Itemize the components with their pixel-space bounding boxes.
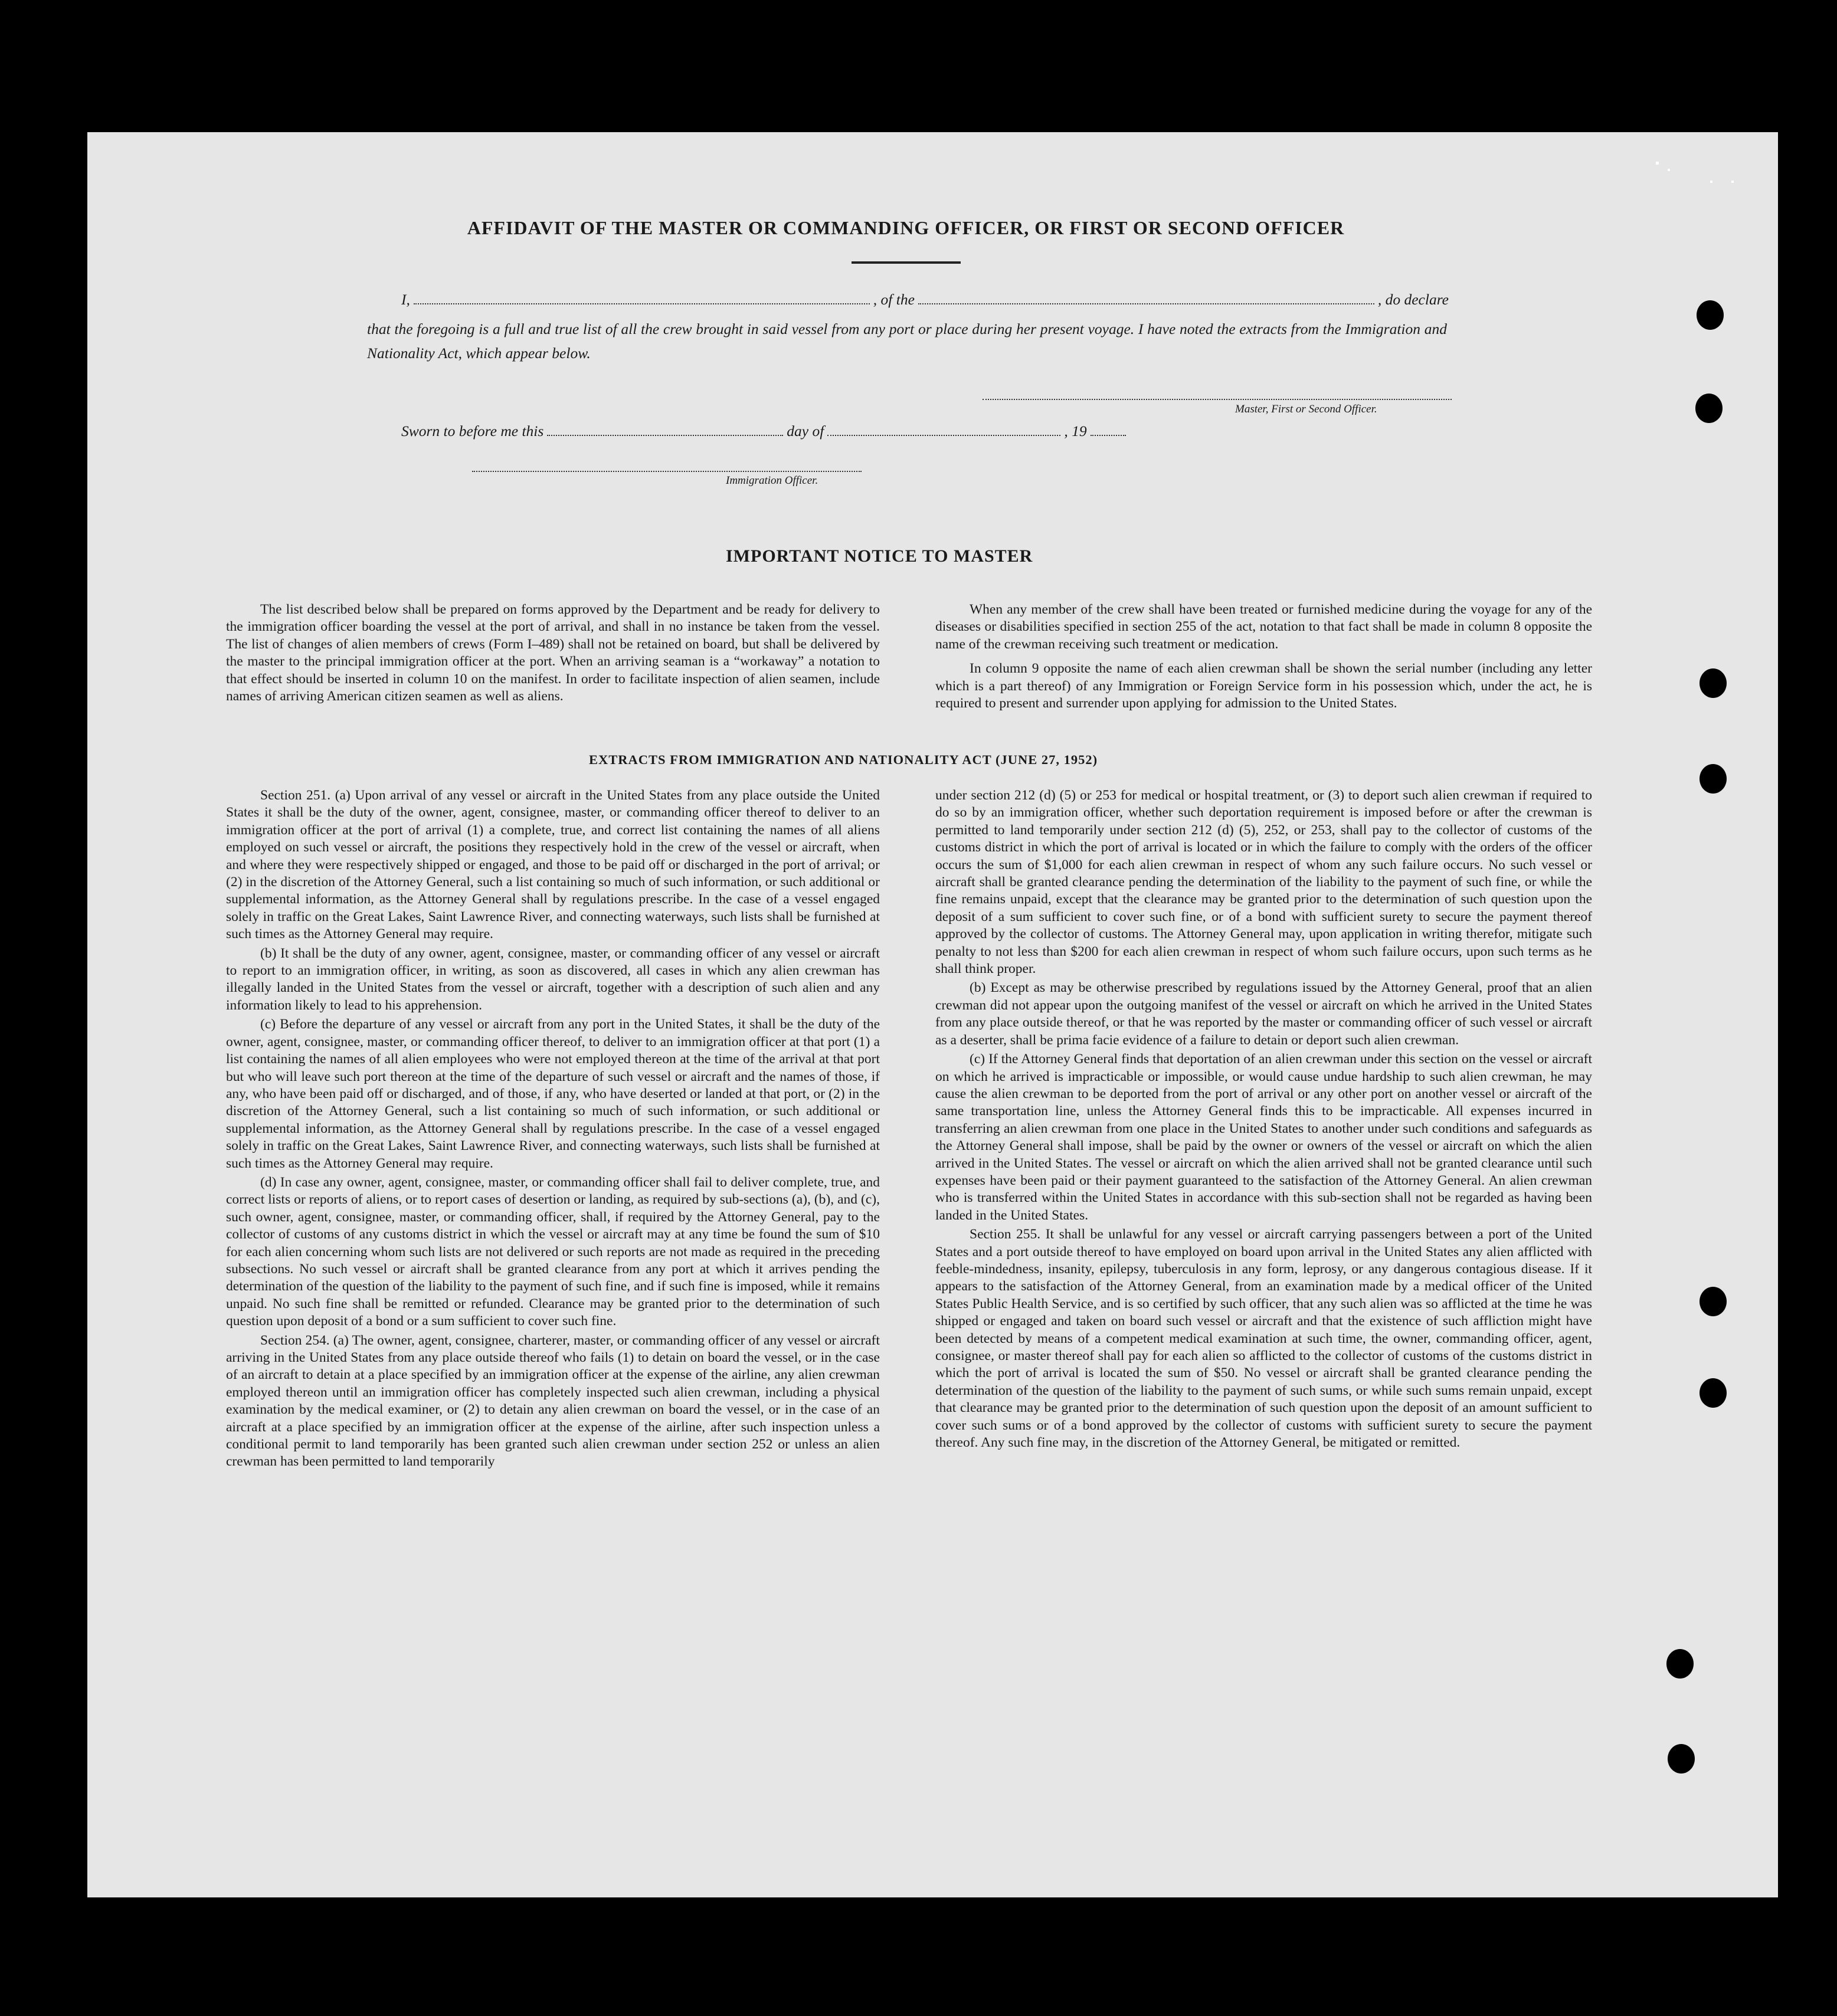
decl-i-label: I, [401,291,410,308]
notice-right-column [935,601,1592,714]
affidavit-title: AFFIDAVIT OF THE MASTER OR COMMANDING OFFICER, OR FIRST OR SECOND OFFICER [467,217,1345,238]
punch-hole [1697,300,1724,330]
sworn-label: Sworn to before me this [401,422,544,440]
notice-left-column [226,601,880,707]
notice-title: IMPORTANT NOTICE TO MASTER [726,546,1033,566]
officer-signature-caption: Immigration Officer. [726,474,818,487]
notice-right-paragraph-1: When any member of the crew shall have been treated or furnished medicine during the voyage for any of the diseases or disabilities specified in section 255 of the act, notation to that fact shall be made in column 8 opposite the name of the crewman receiving such treatment or medication. [935,602,1592,652]
scan-speck [1656,162,1659,165]
name-blank-field[interactable] [414,293,870,304]
section-254-c: (c) If the Attorney General finds that deportation of an alien crewman under this section on the vessel or aircraft on which he arrived is impracticable or impossible, or would cause undue hardship to such alien crewman, he may cause the alien crewman to be deported from the port of arrival or any other port on another vessel or aircraft of the same transportation line, unless the Attorney General finds this to be impracticable. All expenses incurred in transferring an alien crewman from one place in the United States to another under such conditions and safeguards as the Attorney General shall impose, shall be paid by the owner or owners of the vessel or aircraft on which the alien arrived in the United States. The vessel or aircraft on which the alien arrived shall not be granted clearance until such expenses have been paid or their payment guaranteed to the satisfaction of the Attorney General. An alien crewman who is transferred within the United States in accordance with this sub-section shall not be regarded as having been landed in the United States. [935,1051,1592,1223]
section-251-c: (c) Before the departure of any vessel or aircraft from any port in the United States, it shall be the duty of the owner, agent, consignee, master, or commanding officer thereof, to deliver to an immigration officer at that port (1) a list containing the names of all alien employees who were not employed thereon at the time of the arrival at that port but who will leave such port thereon at the time of the departure of such vessel or aircraft and the names of those, if any, who have been paid off or discharged, and of those, if any, who have deserted or landed at that port, or (2) in the discretion of the Attorney General, such a list containing so much of such information, or such additional or supplemental information, as the Attorney General shall by regulations prescribe. In the case of a vessel engaged solely in traffic on the Great Lakes, Saint Lawrence River, and connecting waterways, such lists shall be furnished at such times as the Attorney General may require. [226,1017,880,1171]
notice-left-paragraph: The list described below shall be prepared on forms approved by the Department and be ready for delivery to the immigration officer boarding the vessel at the port of arrival, and shall in no instance be taken from the vessel. The list of changes of alien members of crews (Form I–489) shall not be retained on board, but shall be delivered by the master to the principal immigration officer at the port. When an arriving seaman is a “workaway” a notation to that effect should be inserted in column 10 on the manifest. In order to facilitate inspection of alien seamen, include names of arriving American citizen seamen as well as aliens. [226,602,880,704]
sworn-year-field[interactable] [1091,424,1126,436]
declaration-line [401,291,1449,309]
extracts-right-column [935,787,1592,1453]
decl-of-the-label: , of the [873,291,915,308]
section-254-b: (b) Except as may be otherwise prescribed by regulations issued by the Attorney General, proof that an alien crewman did not appear upon the outgoing manifest of the vessel or aircraft on which he arrived in the United States from any place outside thereof, or that he was reported by the master or commanding officer of such vessel or aircraft as a deserter, shall be prima facie evidence of a failure to detain or deport such alien crewman. [935,980,1592,1048]
notice-right-paragraph-2: In column 9 opposite the name of each alien crewman shall be shown the serial number (including any letter which is a part thereof) of any Immigration or Foreign Service form in his possession which, under the act, he is required to present and surrender upon applying for admission to the United States. [935,661,1592,712]
section-255: Section 255. It shall be unlawful for any vessel or aircraft carrying passengers between a port of the United States and a port outside thereof to have employed on board upon arrival in the United States any alien afflicted with feeble-mindedness, insanity, epilepsy, tuberculosis in any form, leprosy, or any dangerous contagious disease. If it appears to the satisfaction of the Attorney General, from an examination made by a medical officer of the United States Public Health Service, and is so certified by such officer, that any such alien was so afflicted at the time he was shipped or engaged and taken on board such vessel or aircraft and that the existence of such affliction might have been detected by means of a competent medical examination at such time, the owner, commanding officer, agent, consignee, or master thereof shall pay for each alien so afflicted to the collector of customs of the customs district in which the port of arrival is located the sum of $50. No vessel or aircraft shall be granted clearance pending the determination of the question of the liability to the payment of such sums, or while such sums remain unpaid, except that clearance may be granted prior to the determination of such question upon the deposit of an amount sufficient to cover such sums or of a bond approved by the collector of customs with sufficient surety to secure the payment thereof. Any such fine may, in the discretion of the Attorney General, be mitigated or remitted. [935,1227,1592,1451]
title-underline [852,261,961,264]
sworn-line [401,422,1186,440]
section-251-b: (b) It shall be the duty of any owner, agent, consignee, master, or commanding officer of any vessel or aircraft to report to an immigration officer, in writing, as soon as discovered, all cases in which any alien crewman has illegally landed in the United States from the vessel or aircraft, together with a description of such alien and any information likely to lead to his apprehension. [226,945,880,1013]
master-signature-line[interactable] [983,398,1452,400]
punch-hole [1700,1287,1727,1316]
extracts-left-column [226,787,880,1473]
officer-signature-line[interactable] [472,470,862,472]
punch-hole [1700,668,1727,698]
vessel-blank-field[interactable] [918,293,1374,304]
section-254-a-continued: under section 212 (d) (5) or 253 for medical or hospital treatment, or (3) to deport such alien crewman if required to do so by an immigration officer, whether such deportation requirement is imposed before or after the crewman is permitted to land temporarily under section 212 (d) (5), 252, or 253, shall pay to the collector of customs of the customs district in which the port of arrival is located or in which the failure to comply with the orders of the officer occurs the sum of $1,000 for each alien crewman in respect of whom any such failure occurs. No such vessel or aircraft shall be granted clearance pending the determination of the liability to the payment of such fine, or while the fine remains unpaid, except that the clearance may be granted prior to the determination of such question upon the deposit of a sum sufficient to cover such fine, or of a bond with sufficient surety to secure the payment thereof approved by the collector of customs. The Attorney General may, upon application in writing therefor, mitigate such penalty to not less than $200 for each alien crewman in respect of whom such failure occurs, upon such terms as he shall think proper. [935,788,1592,977]
scan-speck [1668,169,1670,171]
decl-do-declare-label: , do declare [1377,291,1449,308]
section-254-a: Section 254. (a) The owner, agent, consignee, charterer, master, or commanding officer of any vessel or aircraft arriving in the United States from any place outside thereof who fails (1) to detain on board the vessel, or in the case of an aircraft to detain at a place specified by an immigration officer at the expense of the airline, any alien crewman employed thereon until an immigration officer has completely inspected such alien crewman, including a physical examination by the medical examiner, or (2) to detain any alien crewman on board the vessel, or in the case of an aircraft at a place specified by an immigration officer at the expense of the airline, after such inspection unless a conditional permit to land temporarily has been granted such alien crewman under section 252 or unless an alien crewman has been permitted to land temporarily [226,1332,880,1470]
year-prefix-label: , 19 [1064,422,1087,440]
punch-hole [1695,394,1723,423]
punch-hole [1700,1378,1727,1408]
punch-hole [1666,1649,1694,1679]
declaration-body: that the foregoing is a full and true list of all the crew brought in said vessel from any port or place during her present voyage. I have noted the extracts from the Immigration and Nationality Act, which appear below. [367,320,1447,362]
punch-hole [1668,1744,1695,1774]
sworn-day-field[interactable] [547,424,783,436]
scan-speck [1731,181,1734,183]
day-of-label: day of [787,422,824,440]
scan-speck [1710,181,1712,183]
sworn-month-field[interactable] [827,424,1060,436]
section-251-d: (d) In case any owner, agent, consignee, master, or commanding officer shall fail to deliver complete, true, and correct lists or reports of aliens, or to report cases of desertion or landing, as required by sub-sections (a), (b), and (c), such owner, agent, consignee, master, or commanding officer, shall, if required by the Attorney General, pay to the collector of customs of any customs district in which the vessel or aircraft may at any time be found the sum of $10 for each alien concerning whom such lists are not delivered or such reports are not made as required in the preceding subsections. No such vessel or aircraft shall be granted clearance from any port at which it arrives pending the determination of the question of the liability to the payment of such fine, and if such fine is imposed, while it remains unpaid. No such fine shall be remitted or refunded. Clearance may be granted prior to the determination of such question upon deposit of a bond or a sum sufficient to cover such fine. [226,1174,880,1329]
punch-hole [1700,764,1727,794]
extracts-title: EXTRACTS FROM IMMIGRATION AND NATIONALITY ACT (JUNE 27, 1952) [589,752,1098,767]
section-251-a: Section 251. (a) Upon arrival of any vessel or aircraft in the United States from any place outside the United States it shall be the duty of the owner, agent, consignee, master, or commanding officer thereof to deliver to an immigration officer at the port of arrival (1) a complete, true, and correct list containing the names of all aliens employed on such vessel or aircraft, the positions they respectively hold in the crew of the vessel or aircraft, when and where they were respectively shipped or engaged, and those to be paid off or discharged in the port of arrival; or (2) in the discretion of the Attorney General, such a list containing so much of such information, or such additional or supplemental information, as the Attorney General shall by regulations prescribe. In the case of a vessel engaged solely in traffic on the Great Lakes, Saint Lawrence River, and connecting waterways, such lists shall be furnished at such times as the Attorney General may require. [226,788,880,942]
master-signature-caption: Master, First or Second Officer. [1235,403,1377,415]
